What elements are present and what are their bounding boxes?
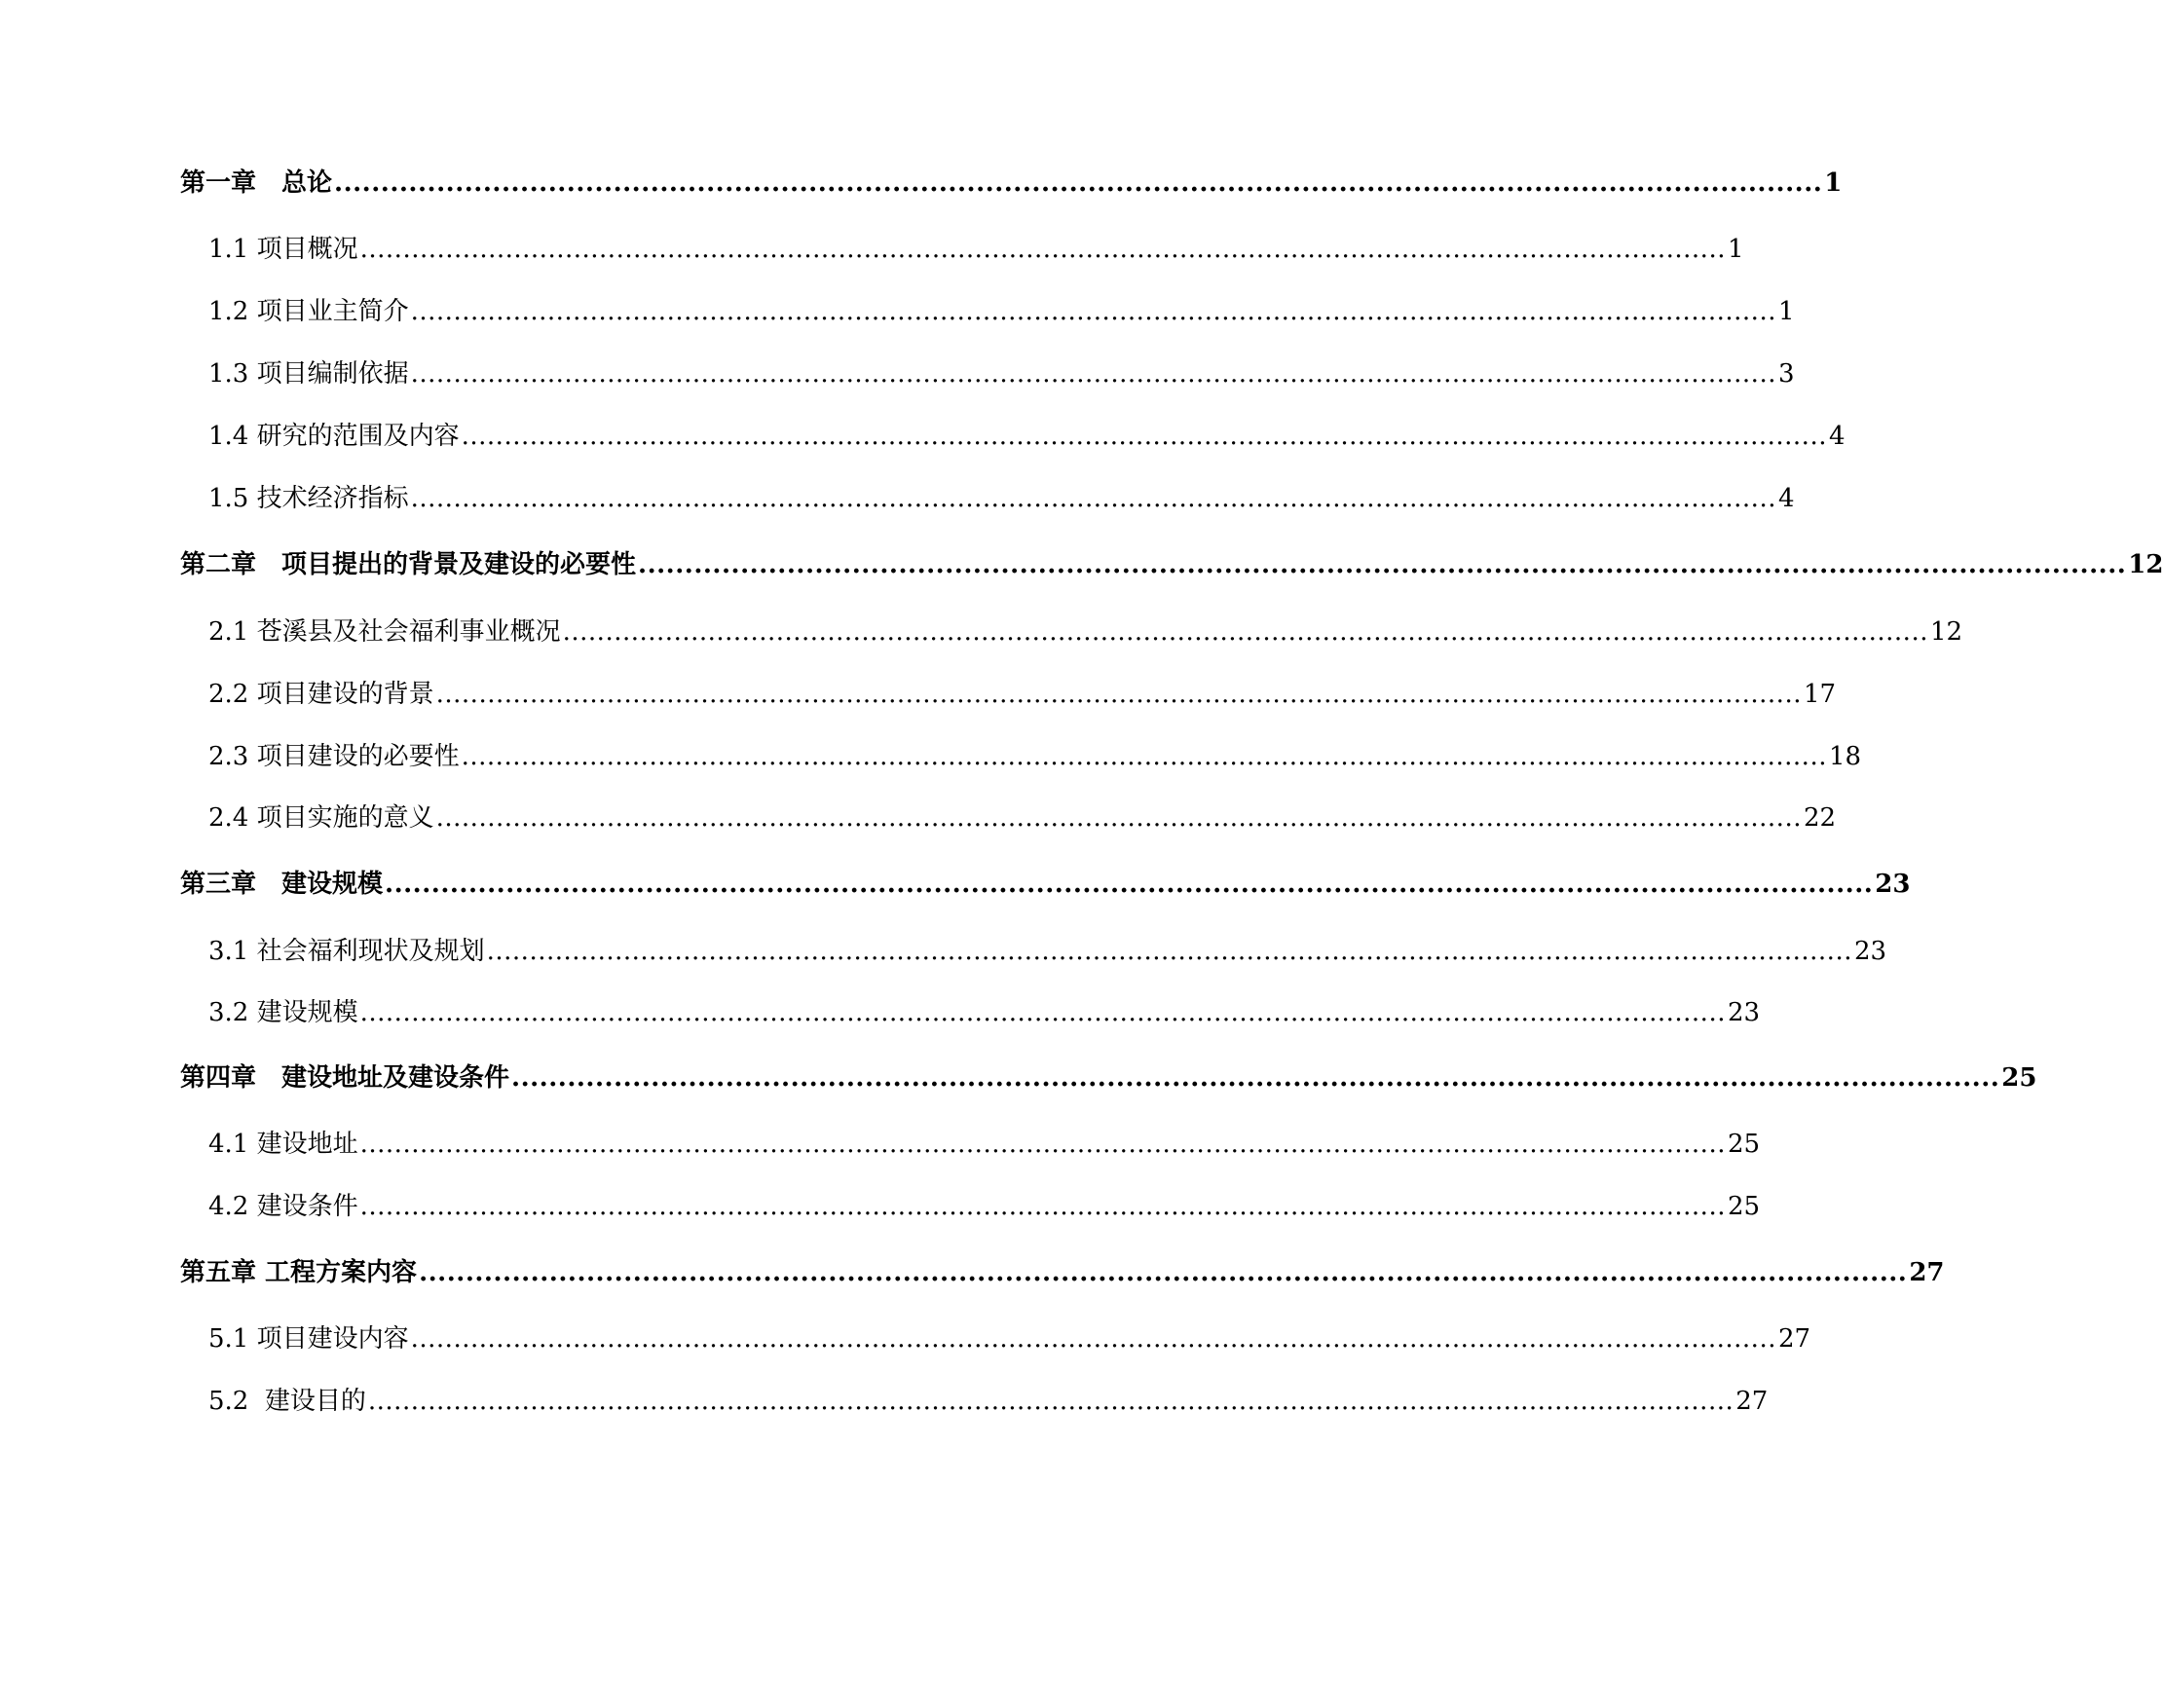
- toc-leader-dots: ................................................................................................................................................................: [486, 937, 1852, 966]
- toc-page-number: 1: [1727, 235, 1744, 264]
- toc-page-number: 25: [2001, 1063, 2037, 1093]
- toc-page-number: 12: [1929, 617, 1963, 647]
- toc-entry-title: 1.5 技术经济指标: [208, 484, 409, 513]
- toc-leader-dots: ................................................................................................................................................................: [410, 297, 1776, 326]
- toc-section-1-4[interactable]: [0, 409, 1846, 452]
- toc-page-number: 4: [1828, 422, 1846, 451]
- toc-page-number: 23: [1727, 998, 1761, 1027]
- toc-section-3-2[interactable]: [0, 985, 1761, 1028]
- toc-section-2-4[interactable]: [0, 791, 1837, 834]
- toc-entry-title: 5.2 建设目的: [208, 1387, 366, 1416]
- toc-entry-title: 3.1 社会福利现状及规划: [208, 937, 485, 966]
- toc-entry-title: 1.3 项目编制依据: [208, 359, 409, 389]
- toc-leader-dots: ................................................................................................................................................................: [367, 1387, 1734, 1416]
- toc-entry-title: 2.4 项目实施的意义: [208, 803, 434, 833]
- toc-leader-dots: ................................................................................................................................................................: [461, 422, 1827, 451]
- toc-section-4-2[interactable]: [0, 1179, 1761, 1222]
- toc-entry-title: 4.2 建设条件: [208, 1192, 358, 1221]
- toc-leader-dots: ................................................................................................................................................................: [385, 870, 1874, 899]
- toc-chapter-3[interactable]: [0, 857, 1911, 900]
- toc-page-number: 4: [1777, 484, 1795, 513]
- toc-page-number: 22: [1803, 803, 1837, 833]
- toc-page-number: 12: [2128, 550, 2163, 579]
- toc-section-2-2[interactable]: [0, 667, 1837, 710]
- toc-leader-dots: ................................................................................................................................................................: [410, 1324, 1776, 1354]
- toc-leader-dots: ................................................................................................................................................................: [359, 1192, 1726, 1221]
- toc-page-number: 27: [1909, 1258, 1945, 1287]
- toc-leader-dots: ................................................................................................................................................................: [359, 235, 1726, 264]
- toc-section-1-5[interactable]: [0, 471, 1795, 514]
- toc-page-number: 1: [1824, 168, 1843, 198]
- toc-entry-title: 3.2 建设规模: [208, 998, 358, 1027]
- toc-section-5-1[interactable]: [0, 1312, 1811, 1355]
- toc-section-2-3[interactable]: [0, 729, 1862, 772]
- toc-entry-title: 第五章 工程方案内容: [180, 1258, 418, 1287]
- toc-page-number: 25: [1727, 1192, 1761, 1221]
- toc-entry-title: 1.1 项目概况: [208, 235, 358, 264]
- toc-entry-title: 4.1 建设地址: [208, 1130, 358, 1159]
- toc-chapter-1[interactable]: [0, 156, 1843, 199]
- toc-leader-dots: ................................................................................................................................................................: [562, 617, 1928, 647]
- toc-page-number: 17: [1803, 680, 1837, 709]
- toc-entry-title: 1.4 研究的范围及内容: [208, 422, 460, 451]
- toc-entry-title: 2.3 项目建设的必要性: [208, 742, 460, 771]
- toc-page-number: 3: [1777, 359, 1795, 389]
- toc-leader-dots: ................................................................................................................................................................: [410, 359, 1776, 389]
- toc-entry-title: 第四章 建设地址及建设条件: [180, 1063, 510, 1093]
- toc-page-number: 18: [1828, 742, 1862, 771]
- toc-leader-dots: ................................................................................................................................................................: [410, 484, 1776, 513]
- toc-leader-dots: ................................................................................................................................................................: [435, 803, 1802, 833]
- toc-entry-title: 第一章 总论: [180, 168, 333, 198]
- toc-entry-title: 2.2 项目建设的背景: [208, 680, 434, 709]
- toc-entry-title: 第三章 建设规模: [180, 870, 384, 899]
- toc-page-number: 27: [1735, 1387, 1769, 1416]
- toc-entry-title: 1.2 项目业主简介: [208, 297, 409, 326]
- toc-section-4-1[interactable]: [0, 1117, 1761, 1160]
- toc-chapter-5[interactable]: [0, 1245, 1945, 1288]
- toc-page-number: 27: [1777, 1324, 1811, 1354]
- toc-chapter-2[interactable]: [0, 538, 2163, 580]
- toc-section-2-1[interactable]: [0, 605, 1963, 648]
- toc-page-number: 25: [1727, 1130, 1761, 1159]
- toc-section-1-3[interactable]: [0, 347, 1795, 390]
- toc-leader-dots: ................................................................................................................................................................: [461, 742, 1827, 771]
- toc-section-1-2[interactable]: [0, 284, 1795, 327]
- toc-leader-dots: ................................................................................................................................................................: [511, 1063, 2000, 1093]
- toc-leader-dots: ................................................................................................................................................................: [435, 680, 1802, 709]
- toc-page-number: 23: [1853, 937, 1887, 966]
- toc-entry-title: 5.1 项目建设内容: [208, 1324, 409, 1354]
- toc-leader-dots: ................................................................................................................................................................: [334, 168, 1823, 198]
- toc-entry-title: 2.1 苍溪县及社会福利事业概况: [208, 617, 561, 647]
- toc-section-3-1[interactable]: [0, 924, 1887, 967]
- toc-page-number: 23: [1875, 870, 1911, 899]
- toc-chapter-4[interactable]: [0, 1051, 2037, 1094]
- toc-section-1-1[interactable]: [0, 222, 1744, 265]
- toc-page-number: 1: [1777, 297, 1795, 326]
- toc-section-5-2[interactable]: [0, 1374, 1769, 1417]
- toc-leader-dots: ................................................................................................................................................................: [359, 998, 1726, 1027]
- toc-leader-dots: ................................................................................................................................................................: [419, 1258, 1908, 1287]
- toc-entry-title: 第二章 项目提出的背景及建设的必要性: [180, 550, 637, 579]
- toc-leader-dots: ................................................................................................................................................................: [359, 1130, 1726, 1159]
- toc-leader-dots: ................................................................................................................................................................: [638, 550, 2127, 579]
